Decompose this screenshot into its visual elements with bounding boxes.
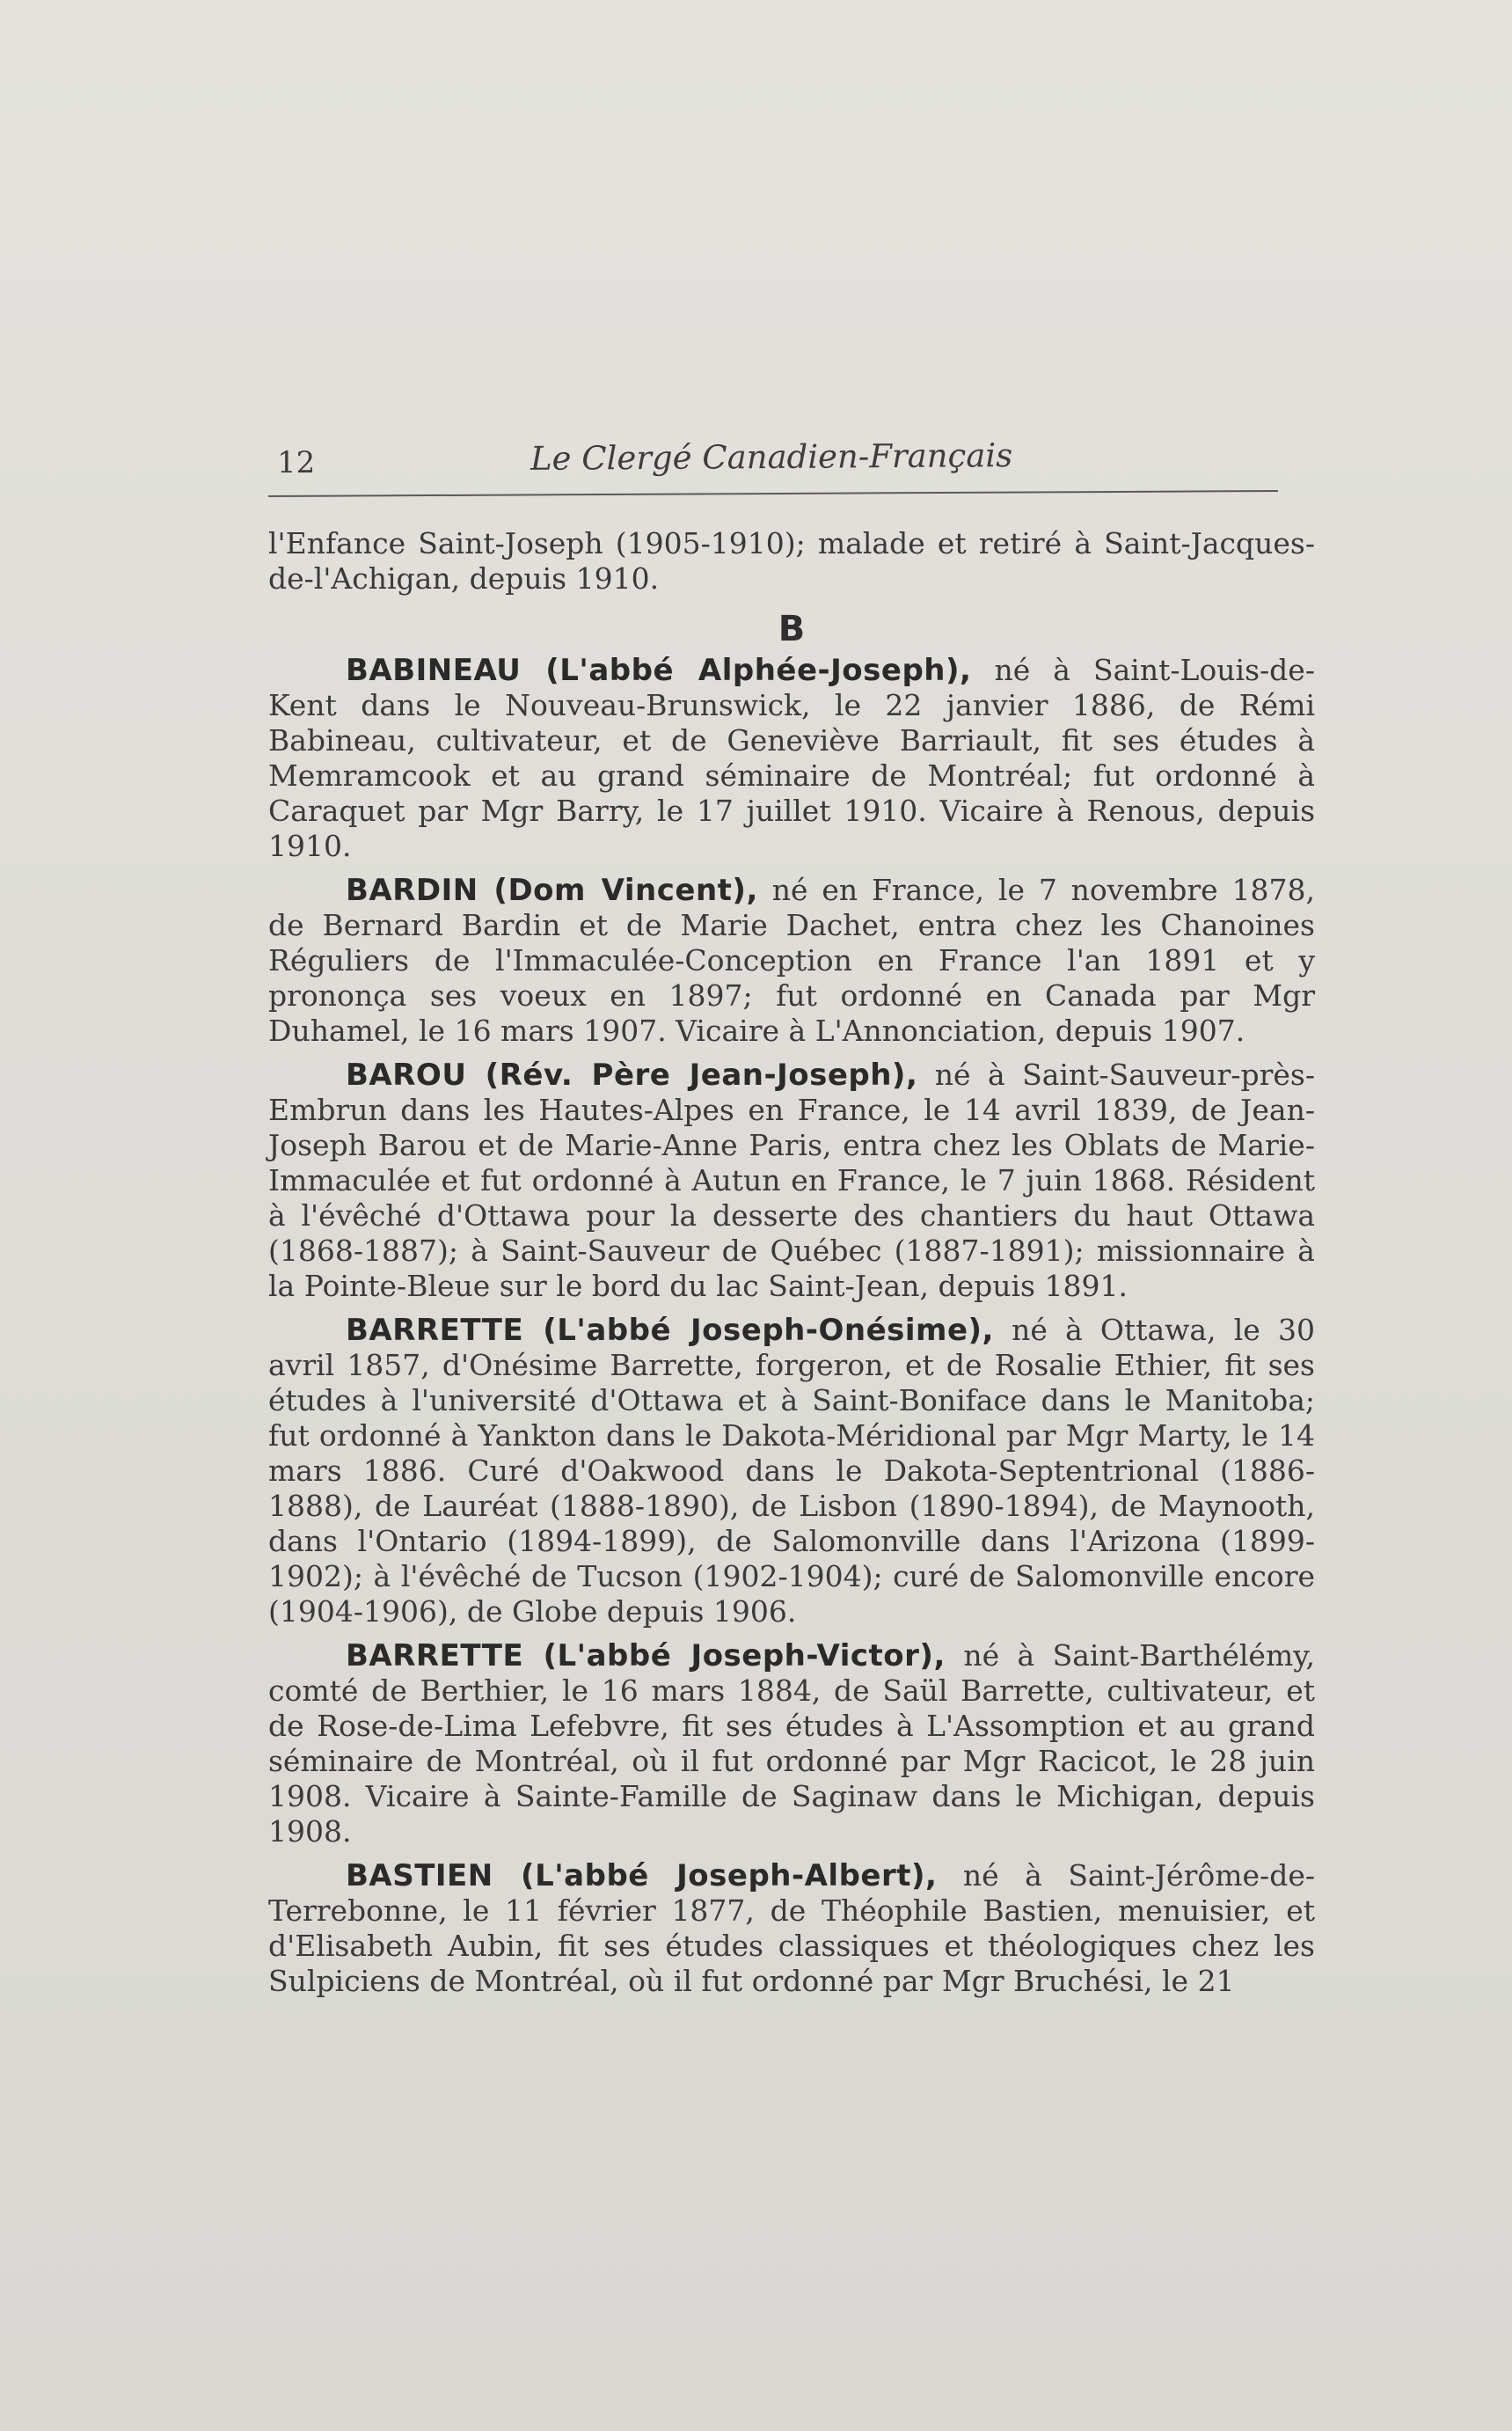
running-title: Le Clergé Canadien-Français bbox=[530, 436, 1013, 478]
section-letter: B bbox=[778, 609, 806, 649]
page-number: 12 bbox=[277, 445, 316, 480]
page-body bbox=[268, 526, 1315, 2008]
biography-entry bbox=[268, 1313, 1315, 1629]
continuation-paragraph: l'Enfance Saint-Joseph (1905-1910); malade et retiré à Saint-Jacques-de-l'Achigan, depuis 1910. bbox=[268, 526, 1315, 596]
entry-name: BAROU (Rév. Père Jean-Joseph), bbox=[346, 1058, 918, 1093]
biography-entry bbox=[268, 1638, 1315, 1849]
biography-entry bbox=[268, 873, 1315, 1049]
header-rule bbox=[268, 490, 1278, 497]
entry-name: BABINEAU (L'abbé Alphée-Joseph), bbox=[346, 653, 972, 688]
entry-text: né à Saint-Louis-de-Kent dans le Nouveau-Brunswick, le 22 janvier 1886, de Rémi Babineau, cultivateur, et de Geneviève Barriault, fit ses études à Memramcook et au grand séminaire de Montréal; fut ordonné à Caraquet par Mgr Barry, le 17 juillet 1910. Vicaire à Renous, depuis 1910. bbox=[268, 653, 1315, 863]
entry-name: BASTIEN (L'abbé Joseph-Albert), bbox=[346, 1858, 938, 1893]
entry-name: BARRETTE (L'abbé Joseph-Victor), bbox=[346, 1638, 946, 1673]
biography-entry bbox=[268, 1858, 1315, 1999]
page-header bbox=[268, 438, 1280, 491]
entry-text: né à Saint-Jérôme-de-Terrebonne, le 11 février 1877, de Théophile Bastien, menuisier, et d'Elisabeth Aubin, fit ses études classiques et théologiques chez les Sulpiciens de Montréal, où il fut ordonné par Mgr Bruchési, le 21 bbox=[268, 1858, 1315, 1998]
entry-name: BARRETTE (L'abbé Joseph-Onésime), bbox=[346, 1313, 994, 1348]
biography-entry bbox=[268, 1058, 1315, 1304]
biography-entry bbox=[268, 653, 1315, 864]
entry-text: né en France, le 7 novembre 1878, de Bernard Bardin et de Marie Dachet, entra chez les Chanoines Réguliers de l'Immaculée-Conception en France l'an 1891 et y prononça ses voeux en 1897; fut ordonné en Canada par Mgr Duhamel, le 16 mars 1907. Vicaire à L'Annonciation, depuis 1907. bbox=[268, 873, 1315, 1048]
entry-name: BARDIN (Dom Vincent), bbox=[346, 873, 758, 908]
entry-text: né à Saint-Sauveur-près-Embrun dans les Hautes-Alpes en France, le 14 avril 1839, de Jean-Joseph Barou et de Marie-Anne Paris, entra chez les Oblats de Marie-Immaculée et fut ordonné à Autun en France, le 7 juin 1868. Résident à l'évêché d'Ottawa pour la desserte des chantiers du haut Ottawa (1868-1887); à Saint-Sauveur de Québec (1887-1891); missionnaire à la Pointe-Bleue sur le bord du lac Saint-Jean, depuis 1891. bbox=[268, 1058, 1315, 1303]
entry-text: né à Saint-Barthélémy, comté de Berthier, le 16 mars 1884, de Saül Barrette, cultivateur, et de Rose-de-Lima Lefebvre, fit ses études à L'Assomption et au grand séminaire de Montréal, où il fut ordonné par Mgr Racicot, le 28 juin 1908. Vicaire à Sainte-Famille de Saginaw dans le Michigan, depuis 1908. bbox=[268, 1638, 1315, 1849]
entry-text: né à Ottawa, le 30 avril 1857, d'Onésime Barrette, forgeron, et de Rosalie Ethier, fit ses études à l'université d'Ottawa et à Saint-Boniface dans le Manitoba; fut ordonné à Yankton dans le Dakota-Méridional par Mgr Marty, le 14 mars 1886. Curé d'Oakwood dans le Dakota-Septentrional (1886-1888), de Lauréat (1888-1890), de Lisbon (1890-1894), de Maynooth, dans l'Ontario (1894-1899), de Salomonville dans l'Arizona (1899-1902); à l'évêché de Tucson (1902-1904); curé de Salomonville encore (1904-1906), de Globe depuis 1906. bbox=[268, 1313, 1315, 1629]
